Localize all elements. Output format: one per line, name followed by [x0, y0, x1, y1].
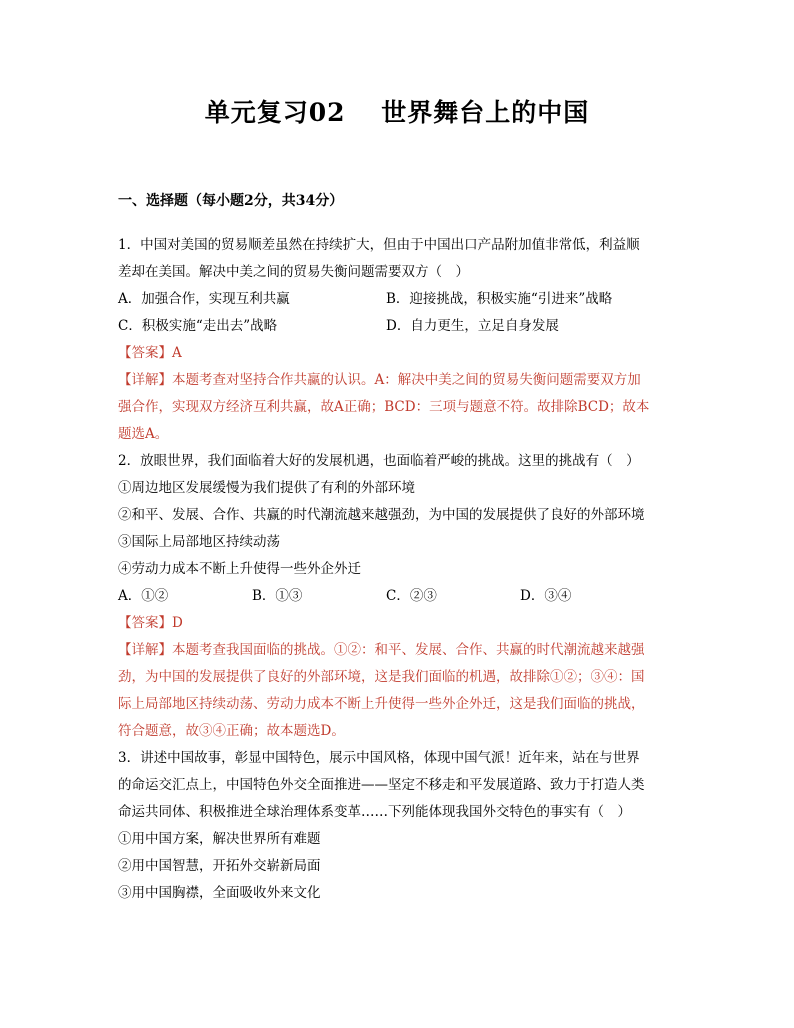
option-a: A．加强合作，实现互利共赢 [118, 291, 290, 307]
explanation-line: 际上局部地区持续动荡、劳动力成本不断上升使得一些外企外迁，这是我们面临的挑战， [118, 696, 645, 712]
explanation-line: 【详解】本题考查对坚持合作共赢的认识。A：解决中美之间的贸易失衡问题需要双方加 [118, 372, 641, 388]
explanation-line: 强合作，实现双方经济互利共赢，故A正确；BCD：三项与题意不符。故排除BCD；故本 [118, 399, 650, 415]
option-a: A．①② [118, 588, 169, 604]
page-title: 单元复习02 世界舞台上的中国 [204, 98, 590, 127]
statement-item: ①用中国方案，解决世界所有难题 [118, 831, 321, 847]
option-c: C．积极实施“走出去”战略 [118, 318, 278, 334]
option-b: B．迎接挑战，积极实施“引进来”战略 [386, 291, 613, 307]
question-3 [118, 745, 688, 907]
question-list [118, 232, 688, 907]
statement-item: ②和平、发展、合作、共赢的时代潮流越来越强劲，为中国的发展提供了良好的外部环境 [118, 507, 645, 523]
statement-item: ③用中国胸襟，全面吸收外来文化 [118, 885, 321, 901]
options-row [118, 286, 688, 313]
option-d: D．自力更生，立足自身发展 [386, 318, 559, 334]
statement-item: ①周边地区发展缓慢为我们提供了有利的外部环境 [118, 480, 415, 496]
options-row [118, 583, 688, 610]
explanation-line: 劲，为中国的发展提供了良好的外部环境，这是我们面临的机遇，故排除①②；③④：国 [118, 669, 645, 685]
question-stem-line: 差却在美国。解决中美之间的贸易失衡问题需要双方（ ） [118, 264, 469, 280]
question-stem-line: 的命运交汇点上，中国特色外交全面推进——坚定不移走和平发展道路、致力于打造人类 [118, 777, 645, 793]
explanation-line: 符合题意，故③④正确；故本题选D。 [118, 723, 345, 739]
statement-item: ④劳动力成本不断上升使得一些外企外迁 [118, 561, 361, 577]
answer-label: 【答案】A [118, 345, 182, 361]
option-d: D．③④ [520, 588, 572, 604]
explanation-line: 【详解】本题考查我国面临的挑战。①②：和平、发展、合作、共赢的时代潮流越来越强 [118, 642, 645, 658]
explanation-line: 题选A。 [118, 426, 169, 442]
question-stem-line: 2．放眼世界，我们面临着大好的发展机遇，也面临着严峻的挑战。这里的挑战有（ ） [118, 453, 640, 469]
question-1 [118, 232, 688, 448]
statement-item: ③国际上局部地区持续动荡 [118, 534, 280, 550]
option-c: C．②③ [386, 588, 437, 604]
question-stem-line: 命运共同体、积极推进全球治理体系变革……下列能体现我国外交特色的事实有（ ） [118, 804, 631, 820]
options-row [118, 313, 688, 340]
question-stem-line: 1．中国对美国的贸易顺差虽然在持续扩大，但由于中国出口产品附加值非常低，利益顺 [118, 237, 640, 253]
statement-item: ②用中国智慧，开拓外交崭新局面 [118, 858, 321, 874]
question-stem-line: 3．讲述中国故事，彰显中国特色，展示中国风格，体现中国气派！近年来，站在与世界 [118, 750, 640, 766]
section-heading: 一、选择题（每小题2分，共34分） [118, 193, 344, 209]
answer-label: 【答案】D [118, 615, 183, 631]
option-b: B．①③ [252, 588, 303, 604]
question-2 [118, 448, 688, 745]
